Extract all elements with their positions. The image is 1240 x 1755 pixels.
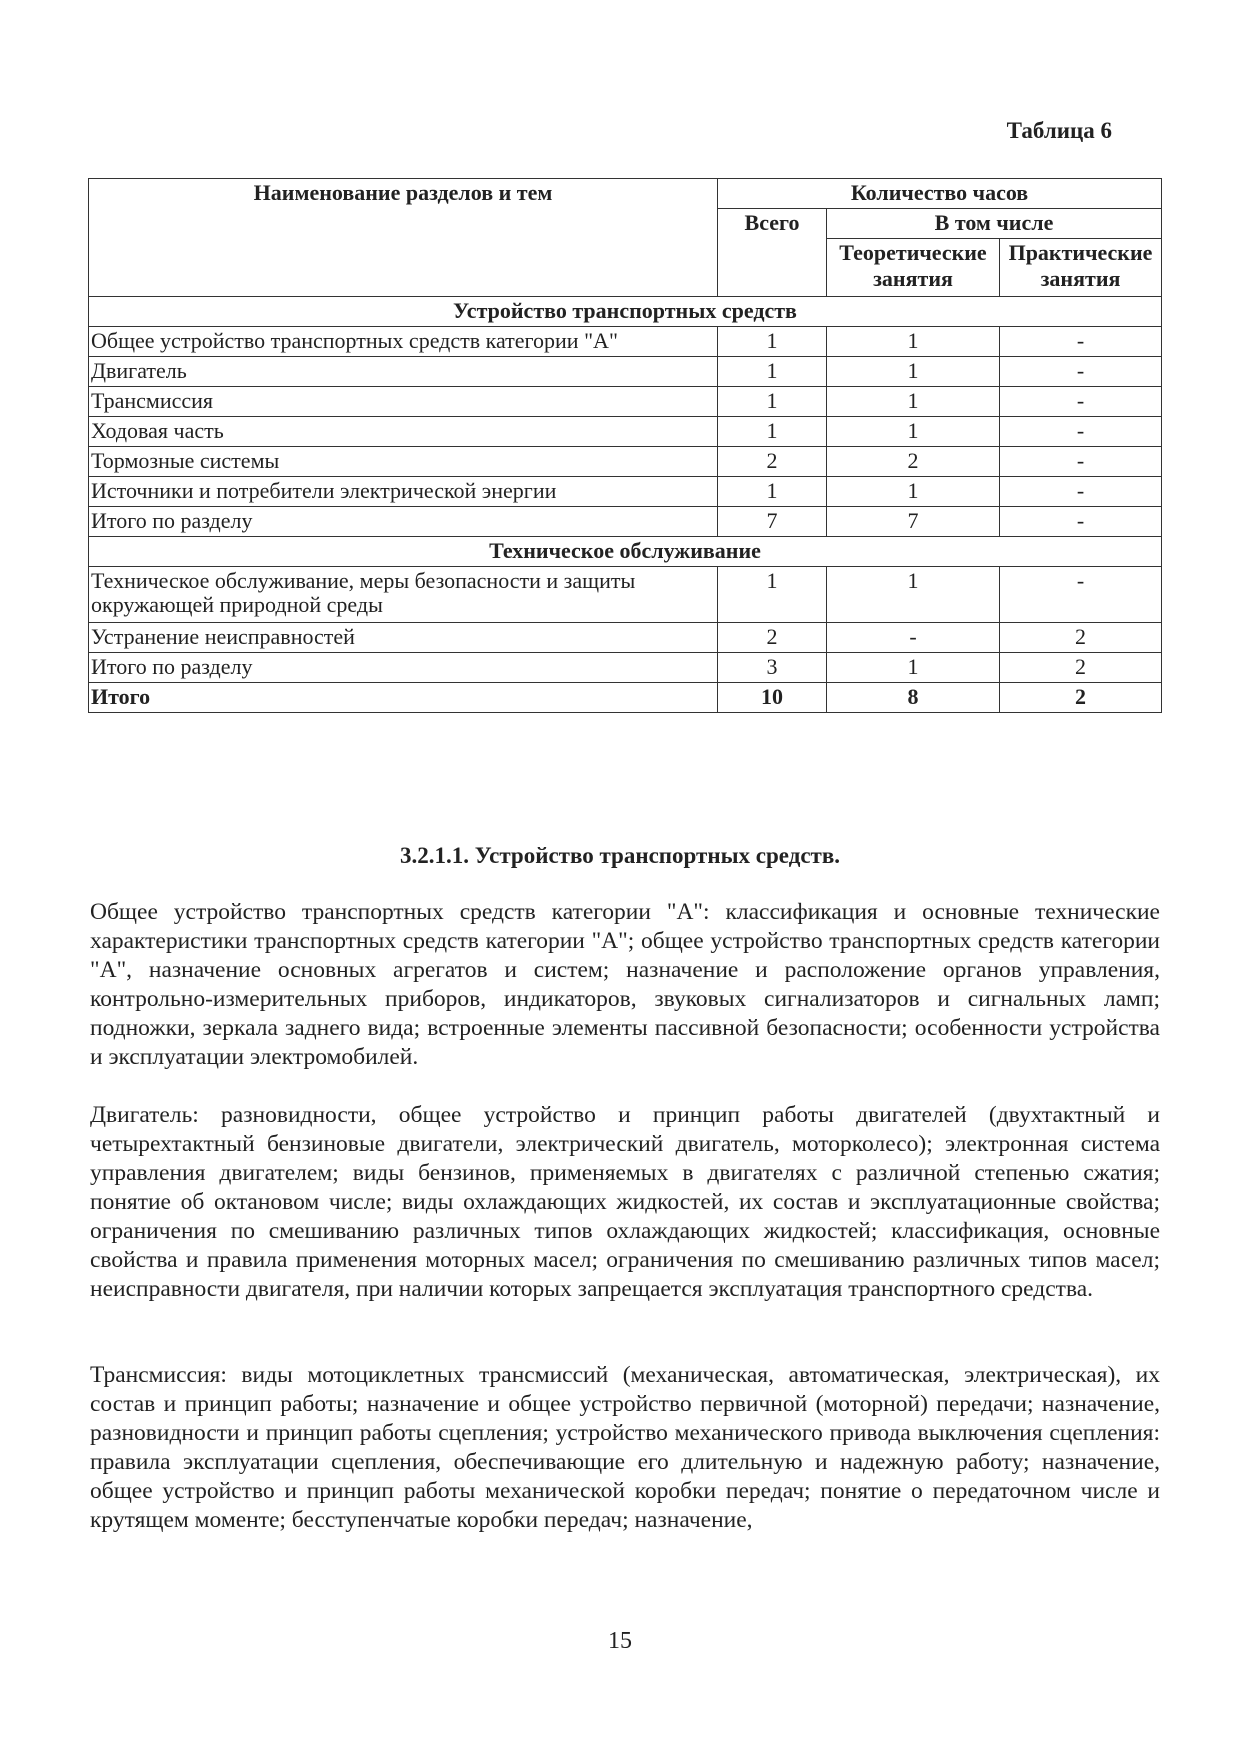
row-total: 2 [718,623,827,653]
row-total: 3 [718,653,827,683]
section-heading: 3.2.1.1. Устройство транспортных средств. [399,843,841,868]
row-practice: - [1000,477,1162,507]
table-row [89,447,1162,477]
row-name: Трансмиссия [89,387,718,417]
row-total: 10 [718,683,827,713]
row-theory: 1 [827,567,1000,623]
row-name: Итого по разделу [89,507,718,537]
row-total: 1 [718,477,827,507]
row-theory: 2 [827,447,1000,477]
row-total: 1 [718,387,827,417]
section-subtotal-row [89,653,1162,683]
paragraph-transmission: Трансмиссия: виды мотоциклетных трансмиссий (механическая, автоматическая, электрическая), их состав и принцип работы; назначение и общее устройство первичной (моторной) передачи; назначение, разновидности и принцип работы сцепления; устройство механического привода выключения сцепления: правила эксплуатации сцепления, обеспечивающие его длительную и надежную работу; назначение, общее устройство и принцип работы механической коробки передач; понятие о передаточном числе и крутящем моменте; бесступенчатые коробки передач; назначение, [90,1362,1160,1533]
row-practice: - [1000,357,1162,387]
row-theory: 1 [827,477,1000,507]
row-theory: 1 [827,327,1000,357]
row-practice: - [1000,567,1162,623]
row-total: 1 [718,567,827,623]
row-practice: 2 [1000,623,1162,653]
header-hours: Количество часов [718,179,1162,209]
row-total: 1 [718,417,827,447]
row-theory: 8 [827,683,1000,713]
row-name: Устранение неисправностей [89,623,718,653]
table-row [89,387,1162,417]
header-theory: Теоретические занятия [827,239,1000,297]
row-practice: 2 [1000,653,1162,683]
row-name: Ходовая часть [89,417,718,447]
row-practice: - [1000,507,1162,537]
header-total: Всего [718,209,827,297]
row-theory: 1 [827,417,1000,447]
row-total: 2 [718,447,827,477]
table-row [89,623,1162,653]
row-total: 1 [718,357,827,387]
page-number: 15 [608,1628,632,1654]
table-row [89,417,1162,447]
row-theory: 1 [827,653,1000,683]
table-row [89,327,1162,357]
section-subtotal-row [89,507,1162,537]
table-row [89,477,1162,507]
row-name: Источники и потребители электрической энергии [89,477,718,507]
section-title: Устройство транспортных средств [89,297,1162,327]
grand-total-row [89,683,1162,713]
row-theory: - [827,623,1000,653]
paragraph-engine: Двигатель: разновидности, общее устройство и принцип работы двигателей (двухтактный и четырехтактный бензиновые двигатели, электрический двигатель, моторколесо); электронная система управления двигателем; виды бензинов, применяемых в двигателях с различной степенью сжатия; понятие об октановом числе; виды охлаждающих жидкостей, их состав и эксплуатационные свойства; ограничения по смешиванию различных типов охлаждающих жидкостей; классификация, основные свойства и правила применения моторных масел; ограничения по смешиванию различных типов масел; неисправности двигателя, при наличии которых запрещается эксплуатация транспортного средства. [90,1102,1160,1302]
row-practice: - [1000,447,1162,477]
row-name: Общее устройство транспортных средств категории "А" [89,327,718,357]
row-practice: - [1000,387,1162,417]
hours-table [88,178,1162,713]
header-including: В том числе [827,209,1162,239]
row-theory: 1 [827,387,1000,417]
header-practice: Практические занятия [1000,239,1162,297]
row-name: Тормозные системы [89,447,718,477]
row-name: Техническое обслуживание, меры безопасности и защиты окружающей природной среды [89,567,718,623]
table-row [89,357,1162,387]
row-practice: - [1000,327,1162,357]
row-theory: 7 [827,507,1000,537]
row-name: Двигатель [89,357,718,387]
row-practice: - [1000,417,1162,447]
table-row [89,567,1162,623]
header-name: Наименование разделов и тем [89,179,718,297]
row-name: Итого по разделу [89,653,718,683]
row-name: Итого [89,683,718,713]
row-practice: 2 [1000,683,1162,713]
paragraph-general-design: Общее устройство транспортных средств категории "А": классификация и основные технические характеристики транспортных средств категории "А"; общее устройство транспортных средств категории "А", назначение основных агрегатов и систем; назначение и расположение органов управления, контрольно-измерительных приборов, индикаторов, звуковых сигнализаторов и сигнальных ламп; подножки, зеркала заднего вида; встроенные элементы пассивной безопасности; особенности устройства и эксплуатации электромобилей. [90,899,1160,1070]
row-total: 7 [718,507,827,537]
section-title: Техническое обслуживание [89,537,1162,567]
table-caption: Таблица 6 [1006,118,1112,143]
row-total: 1 [718,327,827,357]
row-theory: 1 [827,357,1000,387]
